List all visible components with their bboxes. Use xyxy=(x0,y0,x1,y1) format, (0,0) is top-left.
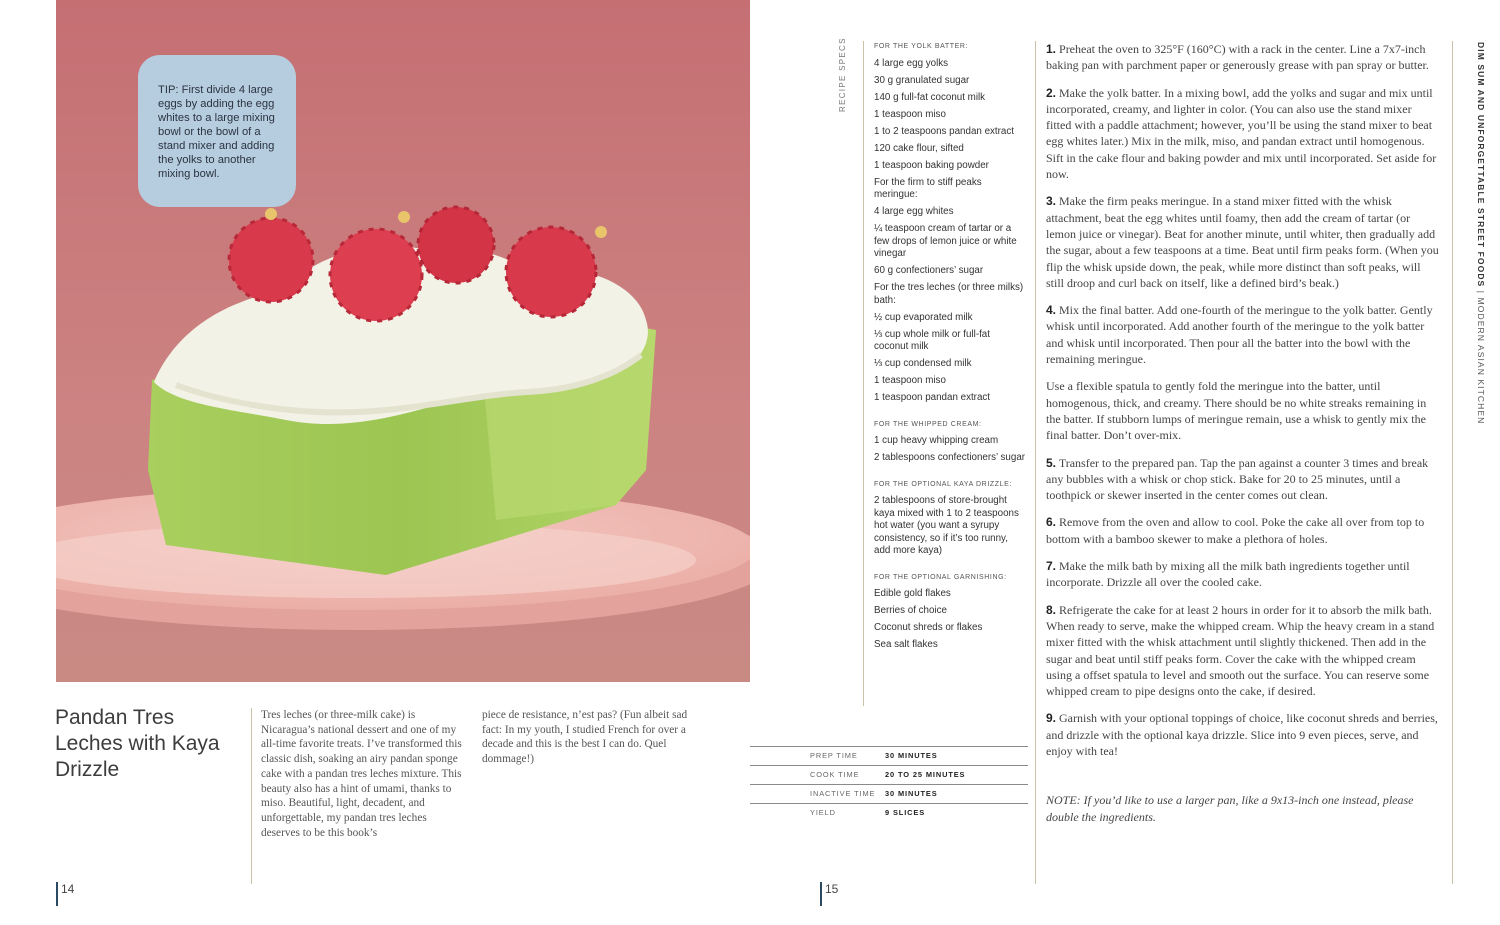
column-divider xyxy=(251,708,252,884)
raspberry xyxy=(229,218,313,302)
time-label: INACTIVE TIME xyxy=(810,789,876,798)
step-text: Preheat the oven to 325°F (160°C) with a rack in the center. Line a 7x7-inch baking pan with parchment paper or generously grease with pan spray or butter. xyxy=(1046,42,1429,73)
ingredient-group-header: FOR THE WHIPPED CREAM: xyxy=(874,420,982,428)
ingredient-item: 1 teaspoon miso xyxy=(874,375,946,386)
specs-divider xyxy=(863,41,864,706)
step-text: Transfer to the prepared pan. Tap the pan against a counter 3 times and break any bubbles with a whisk or chop stick. Bake for 20 to 25 minutes, until a toothpick or skewer inserted in the center comes out clean. xyxy=(1046,455,1429,503)
running-head xyxy=(1476,42,1486,424)
time-row xyxy=(750,765,1028,784)
raspberry xyxy=(418,207,494,283)
instructions-divider xyxy=(1035,41,1036,884)
time-label: YIELD xyxy=(810,808,836,817)
step-number: 6. xyxy=(1046,515,1057,530)
ingredient-item: 30 g granulated sugar xyxy=(874,74,970,86)
ingredient-item: 120 cake flour, sifted xyxy=(874,142,964,154)
instruction-step xyxy=(1046,85,1439,183)
recipe-specs-label: RECIPE SPECS xyxy=(838,37,847,112)
margin-divider xyxy=(1452,41,1453,884)
ingredient-item: 2 tablespoons confectioners’ sugar xyxy=(874,452,1026,463)
ingredient-item: 4 large egg whites xyxy=(874,206,954,217)
instruction-step xyxy=(1046,514,1439,547)
ingredient-item: 1 teaspoon pandan extract xyxy=(874,392,991,403)
page-number-left: 14 xyxy=(56,882,74,906)
ingredient-group xyxy=(874,572,1026,652)
instruction-step xyxy=(1046,41,1439,74)
times-table xyxy=(750,746,1028,822)
intro-text-col1: Tres leches (or three-milk cake) is Nicaragua’s national dessert and one of my all-time favorite treats. I’ve transformed this classic dish, soaking an airy pandan sponge cake with a pandan tres leches mixture. This beauty also has a hint of umami, thanks to miso. Beautiful, light, decadent, and unforgettable, my pandan tres leches deserves to be this book’s xyxy=(261,709,462,839)
ingredient-group xyxy=(874,41,1026,405)
step-number: 9. xyxy=(1046,711,1057,726)
ingredient-item: For the tres leches (or three milks) bath: xyxy=(874,282,1024,306)
ingredient-item: ⅓ cup condensed milk xyxy=(874,358,972,369)
raspberry xyxy=(506,227,596,317)
ingredient-group-header: FOR THE OPTIONAL GARNISHING: xyxy=(874,573,1007,581)
ingredients-list xyxy=(874,41,1026,666)
gold-flake xyxy=(398,211,410,223)
ingredient-item: ⅓ cup whole milk or full-fat coconut milk xyxy=(874,328,990,352)
ingredient-item: Edible gold flakes xyxy=(874,588,951,599)
instruction-step xyxy=(1046,302,1439,367)
recipe-note: NOTE: If you’d like to use a larger pan, like a 9x13-inch one instead, please double the ingredients. xyxy=(1046,793,1414,824)
running-head-section: MODERN ASIAN KITCHEN xyxy=(1476,297,1486,425)
tip-callout: TIP: First divide 4 large eggs by adding the egg whites to a large mixing bowl or the bowl of a stand mixer and adding the yolks to another mixing bowl. xyxy=(138,55,296,207)
ingredient-item: Sea salt flakes xyxy=(874,639,938,650)
step-number: 7. xyxy=(1046,559,1057,574)
time-value: 30 MINUTES xyxy=(885,751,938,760)
instructions xyxy=(1046,41,1439,836)
step-number: 4. xyxy=(1046,303,1057,318)
instruction-step xyxy=(1046,602,1439,700)
recipe-photo xyxy=(56,0,750,682)
time-value: 9 SLICES xyxy=(885,808,926,817)
step-text: Make the yolk batter. In a mixing bowl, add the yolks and sugar and mix until incorporated, creamy, and lighter in color. (You can also use the stand mixer fitted with a paddle attachment; however, you’ll be using the stand mixer to beat egg whites later.) Mix in the milk, miso, and pandan extract until homogenous. Sift in the cake flour and baking powder and mix until incorporated. Set aside for now. xyxy=(1046,85,1437,182)
raspberry xyxy=(330,229,422,321)
time-label: PREP TIME xyxy=(810,751,858,760)
ingredient-item: ½ cup evaporated milk xyxy=(874,311,973,323)
step-text: Garnish with your optional toppings of choice, like coconut shreds and berries, and drizzle with the optional kaya drizzle. Slice into 9 even pieces, serve, and enjoy with tea! xyxy=(1046,711,1438,758)
ingredient-item: 4 large egg yolks xyxy=(874,57,949,69)
step-text: Use a flexible spatula to gently fold the meringue into the batter, until homogenous, thick, and creamy. There should be no white streaks remaining in the batter. If stubborn lumps of meringue remain, use a whisk to gently mix the final batter. Don’t over-mix. xyxy=(1046,379,1427,443)
ingredient-item: Coconut shreds or flakes xyxy=(874,622,983,633)
step-text: Make the firm peaks meringue. In a stand mixer fitted with the whisk attachment, beat the egg whites until foamy, then add the cream of tartar (or lemon juice or vinegar). Beat for another minute, until whiter, then gradually add the sugar, about a few teaspoons at a time. Beat until firm peaks form. (When you flip the whisk upside down, the peak, while more distinct than soft peaks, will still droop and curl back on itself, like a defined bird’s beak.) xyxy=(1046,194,1439,290)
instruction-step xyxy=(1046,193,1439,291)
ingredient-group xyxy=(874,419,1026,465)
time-label: COOK TIME xyxy=(810,770,860,779)
step-number: 5. xyxy=(1046,455,1057,470)
ingredient-item: 2 tablespoons of store-brought kaya mixed with 1 to 2 teaspoons hot water (you want a syrupy consistency, so if it’s too runny, add more kaya) xyxy=(874,495,1019,556)
step-number: 1. xyxy=(1046,42,1057,56)
instruction-step xyxy=(1046,378,1439,443)
time-value: 30 MINUTES xyxy=(885,789,938,798)
time-row xyxy=(750,784,1028,803)
step-number: 2. xyxy=(1046,85,1057,100)
step-number: 3. xyxy=(1046,194,1057,209)
ingredient-item: 1 cup heavy whipping cream xyxy=(874,435,999,446)
step-text: Mix the final batter. Add one-fourth of the meringue to the yolk batter. Gently whisk until incorporated. Add another fourth of the meringue to the yolk batter and whisk until incorporated. Then pour all the batter into the bowl with the remaining meringue. xyxy=(1046,303,1433,367)
instruction-step xyxy=(1046,710,1439,759)
ingredient-item: For the firm to stiff peaks meringue: xyxy=(874,176,982,200)
gold-flake xyxy=(265,208,277,220)
ingredient-item: 1 teaspoon miso xyxy=(874,108,946,120)
time-row xyxy=(750,803,1028,822)
ingredient-item: 140 g full-fat coconut milk xyxy=(874,91,986,103)
page-number-right: 15 xyxy=(820,882,838,906)
running-head-book: DIM SUM AND UNFORGETTABLE STREET FOODS xyxy=(1476,42,1486,288)
ingredient-item: 1 to 2 teaspoons pandan extract xyxy=(874,125,1014,137)
intro-text-col2: piece de resistance, n’est pas? (Fun albeit sad fact: In my youth, I studied French for over a decade and this is the best I can do. Quel dommage!) xyxy=(482,709,688,766)
ingredient-item: Berries of choice xyxy=(874,605,947,616)
ingredient-item: ¼ teaspoon cream of tartar or a few drops of lemon juice or white vinegar xyxy=(874,223,1017,259)
step-text: Make the milk bath by mixing all the milk bath ingredients together until incorporate. Drizzle all over the cooled cake. xyxy=(1046,559,1410,590)
step-text: Refrigerate the cake for at least 2 hours in order for it to absorb the milk bath. When ready to serve, make the whipped cream. Whip the heavy cream in a stand mixer fitted with the whisk attachment until slightly thickened. Then add in the sugar and beat until stiff peaks form. Cover the cake with the whipped cream using a offset spatula to level and smooth out the surface. You can reserve some whipped cream to pipe designs onto the cake, if desired. xyxy=(1046,602,1435,699)
step-number: 8. xyxy=(1046,602,1057,617)
time-row xyxy=(750,746,1028,765)
ingredient-group-header: FOR THE OPTIONAL KAYA DRIZZLE: xyxy=(874,480,1012,488)
running-head-separator: | xyxy=(1476,287,1486,298)
ingredient-item: 60 g confectioners’ sugar xyxy=(874,265,984,276)
instruction-step xyxy=(1046,455,1439,504)
ingredient-item: 1 teaspoon baking powder xyxy=(874,159,989,171)
step-text: Remove from the oven and allow to cool. Poke the cake all over from top to bottom with a bamboo skewer to make a plethora of holes. xyxy=(1046,515,1425,546)
instruction-step xyxy=(1046,558,1439,591)
ingredient-group-header: FOR THE YOLK BATTER: xyxy=(874,43,969,50)
recipe-title: Pandan Tres Leches with Kaya Drizzle xyxy=(55,706,220,781)
ingredient-group xyxy=(874,479,1026,558)
gold-flake xyxy=(595,226,607,238)
time-value: 20 TO 25 MINUTES xyxy=(885,770,966,779)
